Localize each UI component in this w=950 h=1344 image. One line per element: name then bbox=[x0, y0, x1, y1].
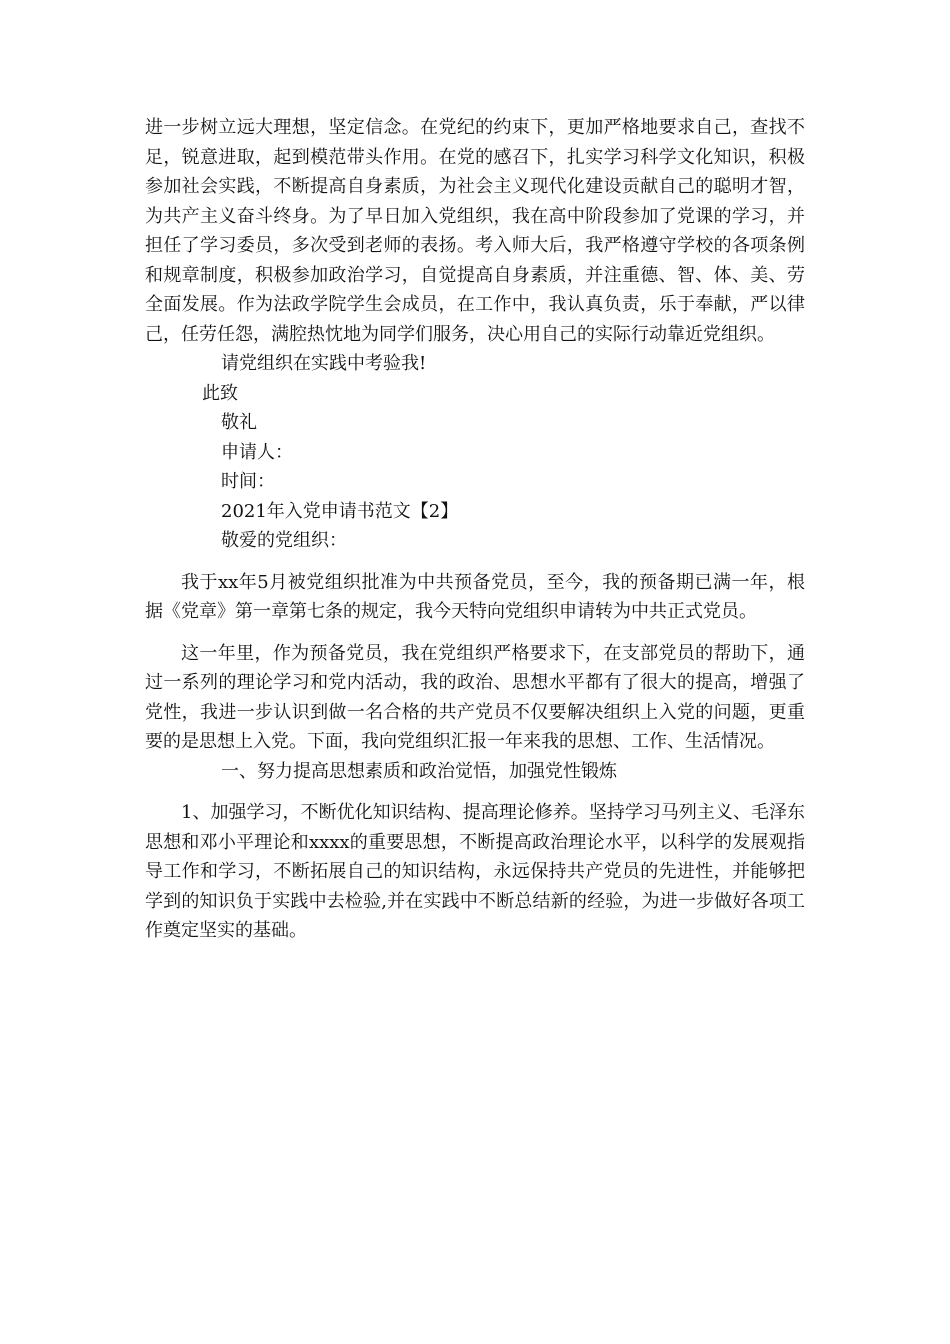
body-paragraph: 进一步树立远大理想，坚定信念。在党纪的约束下，更加严格地要求自己，查找不足，锐意进取，起到模范带头作用。在党的感召下，扎实学习科学文化知识，积极参加社会实践，不断提高自身素质，为社会主义现代化建设贡献自己的聪明才智，为共产主义奋斗终身。为了早日加入党组织，我在高中阶段参加了党课的学习，并担任了学习委员，多次受到老师的表扬。考入师大后，我严格遵守学校的各项条例和规章制度，积极参加政治学习，自觉提高自身素质，并注重德、智、体、美、劳全面发展。作为法政学院学生会成员，在工作中，我认真负责，乐于奉献，严以律己，任劳任怨，满腔热忱地为同学们服务，决心用自己的实际行动靠近党组织。 bbox=[145, 117, 805, 345]
body-paragraph: 这一年里，作为预备党员，我在党组织严格要求下，在支部党员的帮助下，通过一系列的理论学习和党内活动，我的政治、思想水平都有了很大的提高，增强了党性，我进一步认识到做一名合格的共产党员不仅要解决组织上入党的问题，更重要的是思想上入党。下面，我向党组织汇报一年来我的思想、工作、生活情况。 bbox=[145, 642, 805, 752]
date-label: 时间： bbox=[221, 471, 275, 492]
request-line: 请党组织在实践中考验我! bbox=[221, 353, 427, 374]
applicant-label: 申请人： bbox=[221, 441, 293, 463]
salutation-line: 此致 bbox=[202, 382, 238, 404]
body-paragraph: 我于xx年5月被党组织批准为中共预备党员，至今，我的预备期已满一年，根据《党章》第一章第七条的规定，我今天特向党组织申请转为中共正式党员。 bbox=[145, 571, 805, 622]
section-heading: 一、努力提高思想素质和政治觉悟，加强党性锻炼 bbox=[221, 760, 617, 782]
regards-line: 敬礼 bbox=[221, 412, 257, 433]
body-paragraph: 1、加强学习，不断优化知识结构、提高理论修养。坚持学习马列主义、毛泽东思想和邓小平理论和xxxx的重要思想，不断提高政治理论水平，以科学的发展观指导工作和学习，不断拓展自己的知识结构，永远保持共产党员的先进性，并能够把学到的知识负于实践中去检验,并在实践中不断总结新的经验，为进一步做好各项工作奠定坚实的基础。 bbox=[145, 802, 805, 941]
document-page bbox=[145, 113, 805, 946]
section-title: 2021年入党申请书范文【2】 bbox=[221, 500, 459, 522]
greeting-line: 敬爱的党组织： bbox=[221, 530, 347, 551]
